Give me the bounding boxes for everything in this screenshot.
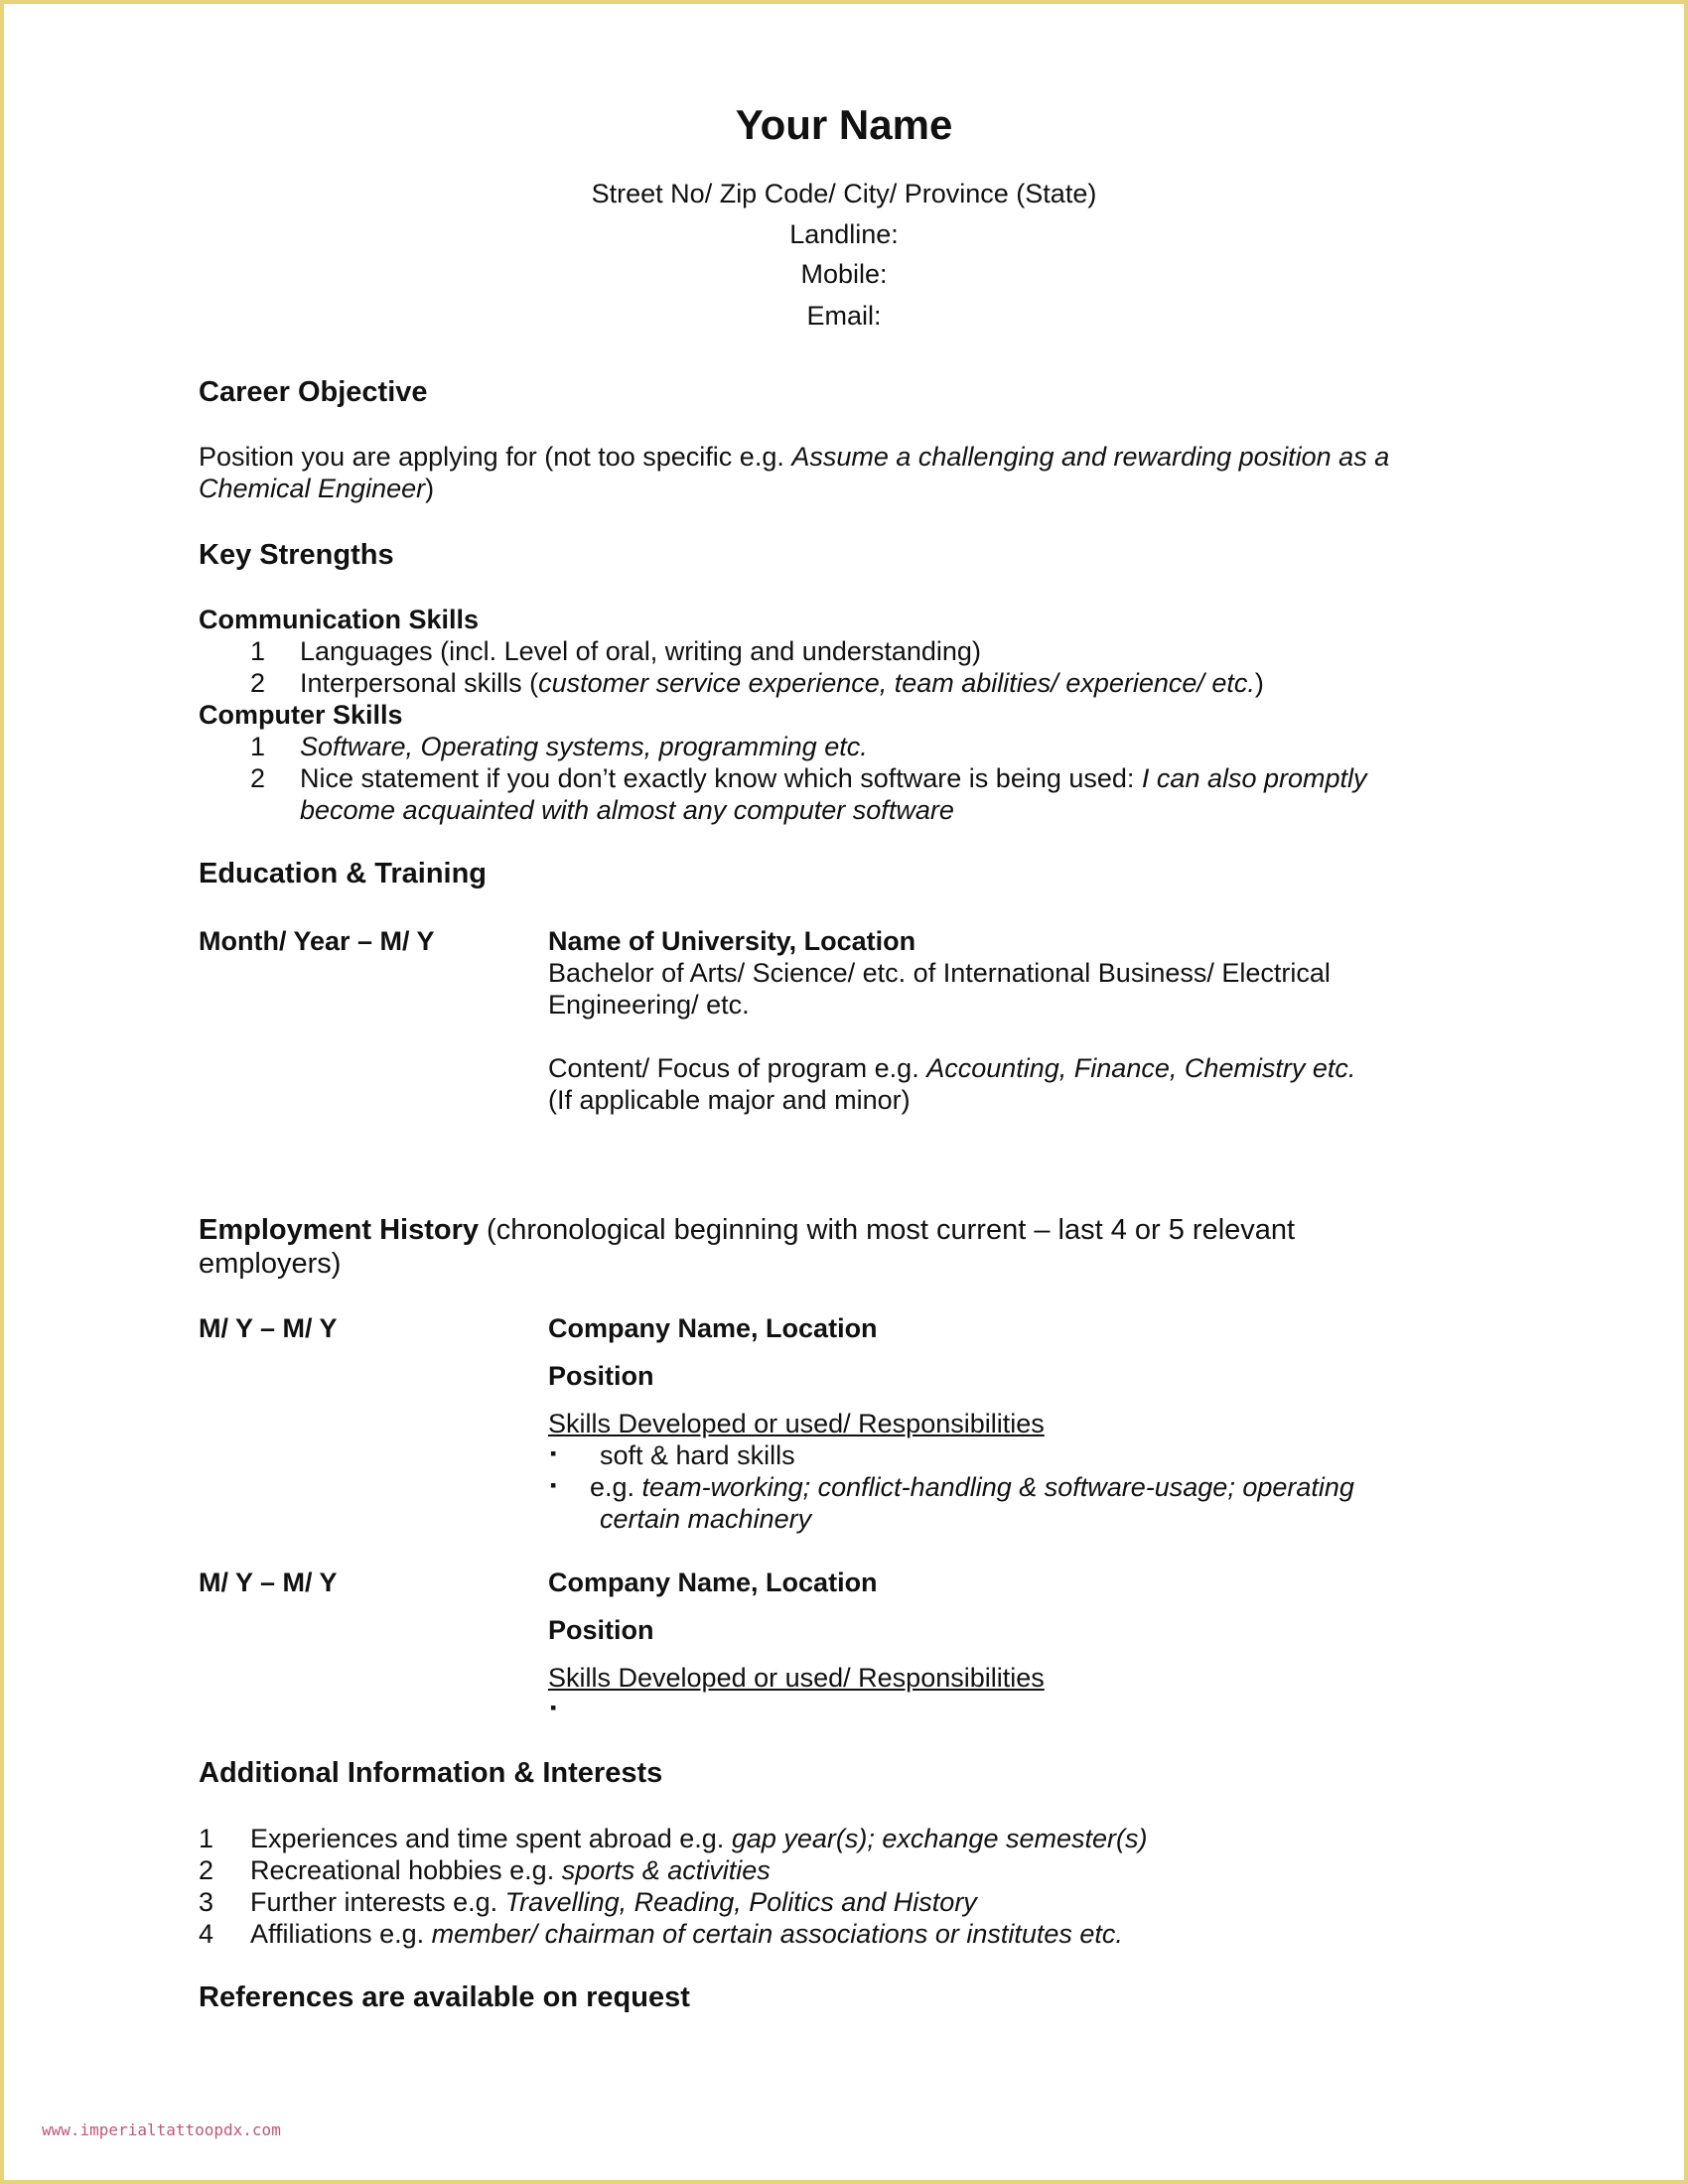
computer-skills-heading: Computer Skills [199, 700, 403, 730]
additional-item-3-num: 3 [199, 1887, 214, 1917]
comp-item-2-text [300, 762, 1367, 794]
additional-item-4 [250, 1918, 1123, 1950]
additional-item-1-num: 1 [199, 1824, 214, 1853]
email-line: Email: [806, 301, 882, 331]
key-strengths-heading: Key Strengths [199, 539, 394, 571]
objective-italic-2: Chemical Engineer [199, 474, 426, 503]
education-degree-line1: Bachelor of Arts/ Science/ etc. of International Business/ Electrical [548, 958, 1331, 988]
job-1-bullet-2-plain: e.g. [590, 1472, 642, 1502]
education-focus-italic: Accounting, Finance, Chemistry etc. [926, 1053, 1356, 1083]
address-line: Street No/ Zip Code/ City/ Province (State) [591, 179, 1097, 208]
employment-heading [199, 1213, 1295, 1247]
comm-item-2-plain: Interpersonal skills ( [300, 668, 539, 698]
additional-item-2-num: 2 [199, 1855, 214, 1885]
education-heading: Education & Training [199, 858, 488, 889]
objective-plain: Position you are applying for (not too specific e.g. [199, 442, 792, 472]
comp-item-2-italic: I can also promptly [1141, 763, 1367, 793]
education-school: Name of University, Location [548, 926, 916, 956]
comm-item-2-num: 2 [250, 668, 266, 698]
comp-item-2-plain: Nice statement if you don’t exactly know which software is being used: [300, 763, 1142, 793]
education-focus [548, 1052, 1355, 1084]
education-date: Month/ Year – M/ Y [199, 926, 435, 956]
job-1-bullet-2-italic: team-working; conflict-handling & software-usage; operating [641, 1472, 1354, 1502]
additional-heading: Additional Information & Interests [199, 1757, 663, 1789]
comm-item-1-num: 1 [250, 636, 266, 666]
job-1-company: Company Name, Location [548, 1313, 878, 1343]
watermark-text: www.imperialtattoopdx.com [42, 2120, 281, 2139]
additional-item-2-plain: Recreational hobbies e.g. [250, 1855, 562, 1885]
comm-item-1-text: Languages (incl. Level of oral, writing and understanding) [300, 636, 981, 666]
additional-item-4-italic: member/ chairman of certain associations or institutes etc. [431, 1919, 1123, 1949]
education-focus-plain: Content/ Focus of program e.g. [548, 1053, 927, 1083]
mobile-line: Mobile: [800, 259, 888, 289]
job-1-bullet-2-icon: ▪ [550, 1475, 557, 1495]
job-1-skills-title: Skills Developed or used/ Responsibilities [548, 1409, 1045, 1438]
comm-item-2-italic: customer service experience, team abilities/ experience/ etc. [538, 668, 1255, 698]
name-heading: Your Name [735, 101, 953, 148]
job-2-position: Position [548, 1615, 654, 1645]
employment-heading-line2: employers) [199, 1248, 342, 1280]
references-line: References are available on request [199, 1981, 690, 2013]
employment-heading-note: (chronological beginning with most current – last 4 or 5 relevant [479, 1214, 1296, 1246]
job-2-bullet-icon: ▪ [550, 1698, 557, 1717]
additional-item-3-italic: Travelling, Reading, Politics and History [504, 1887, 977, 1917]
job-1-position: Position [548, 1361, 654, 1391]
landline-line: Landline: [789, 219, 899, 249]
additional-item-3-plain: Further interests e.g. [250, 1887, 505, 1917]
additional-item-2 [250, 1854, 771, 1886]
comp-item-1-num: 1 [250, 732, 266, 761]
additional-item-3 [250, 1886, 977, 1918]
additional-item-1-plain: Experiences and time spent abroad e.g. [250, 1824, 732, 1853]
job-1-bullet-2 [590, 1471, 1354, 1503]
comm-item-2-end: ) [1254, 668, 1264, 698]
comp-item-2-num: 2 [250, 763, 266, 793]
additional-item-4-num: 4 [199, 1919, 214, 1949]
comp-item-1-text: Software, Operating systems, programming etc. [300, 732, 868, 761]
additional-item-1-italic: gap year(s); exchange semester(s) [731, 1824, 1148, 1853]
additional-item-2-italic: sports & activities [561, 1855, 771, 1885]
employment-heading-bold: Employment History [199, 1214, 479, 1246]
additional-item-1 [250, 1823, 1147, 1854]
comm-item-2-text [300, 667, 1264, 699]
career-objective-line2 [199, 473, 434, 504]
education-degree-line2: Engineering/ etc. [548, 990, 750, 1020]
job-2-skills-title: Skills Developed or used/ Responsibilities [548, 1663, 1045, 1693]
job-2-date: M/ Y – M/ Y [199, 1568, 338, 1597]
additional-item-4-plain: Affiliations e.g. [250, 1919, 432, 1949]
comp-item-2-text-line2: become acquainted with almost any computer software [300, 795, 954, 825]
job-1-bullet-2-line2: certain machinery [600, 1504, 812, 1534]
job-1-bullet-1: soft & hard skills [600, 1440, 795, 1470]
career-objective-line1 [199, 441, 1389, 473]
objective-italic: Assume a challenging and rewarding position as a [791, 442, 1390, 472]
career-objective-heading: Career Objective [199, 376, 428, 408]
communication-skills-heading: Communication Skills [199, 605, 480, 634]
education-major: (If applicable major and minor) [548, 1085, 911, 1115]
objective-close: ) [425, 474, 435, 503]
job-1-date: M/ Y – M/ Y [199, 1313, 338, 1343]
job-1-bullet-1-icon: ▪ [550, 1443, 557, 1463]
job-2-company: Company Name, Location [548, 1568, 878, 1597]
